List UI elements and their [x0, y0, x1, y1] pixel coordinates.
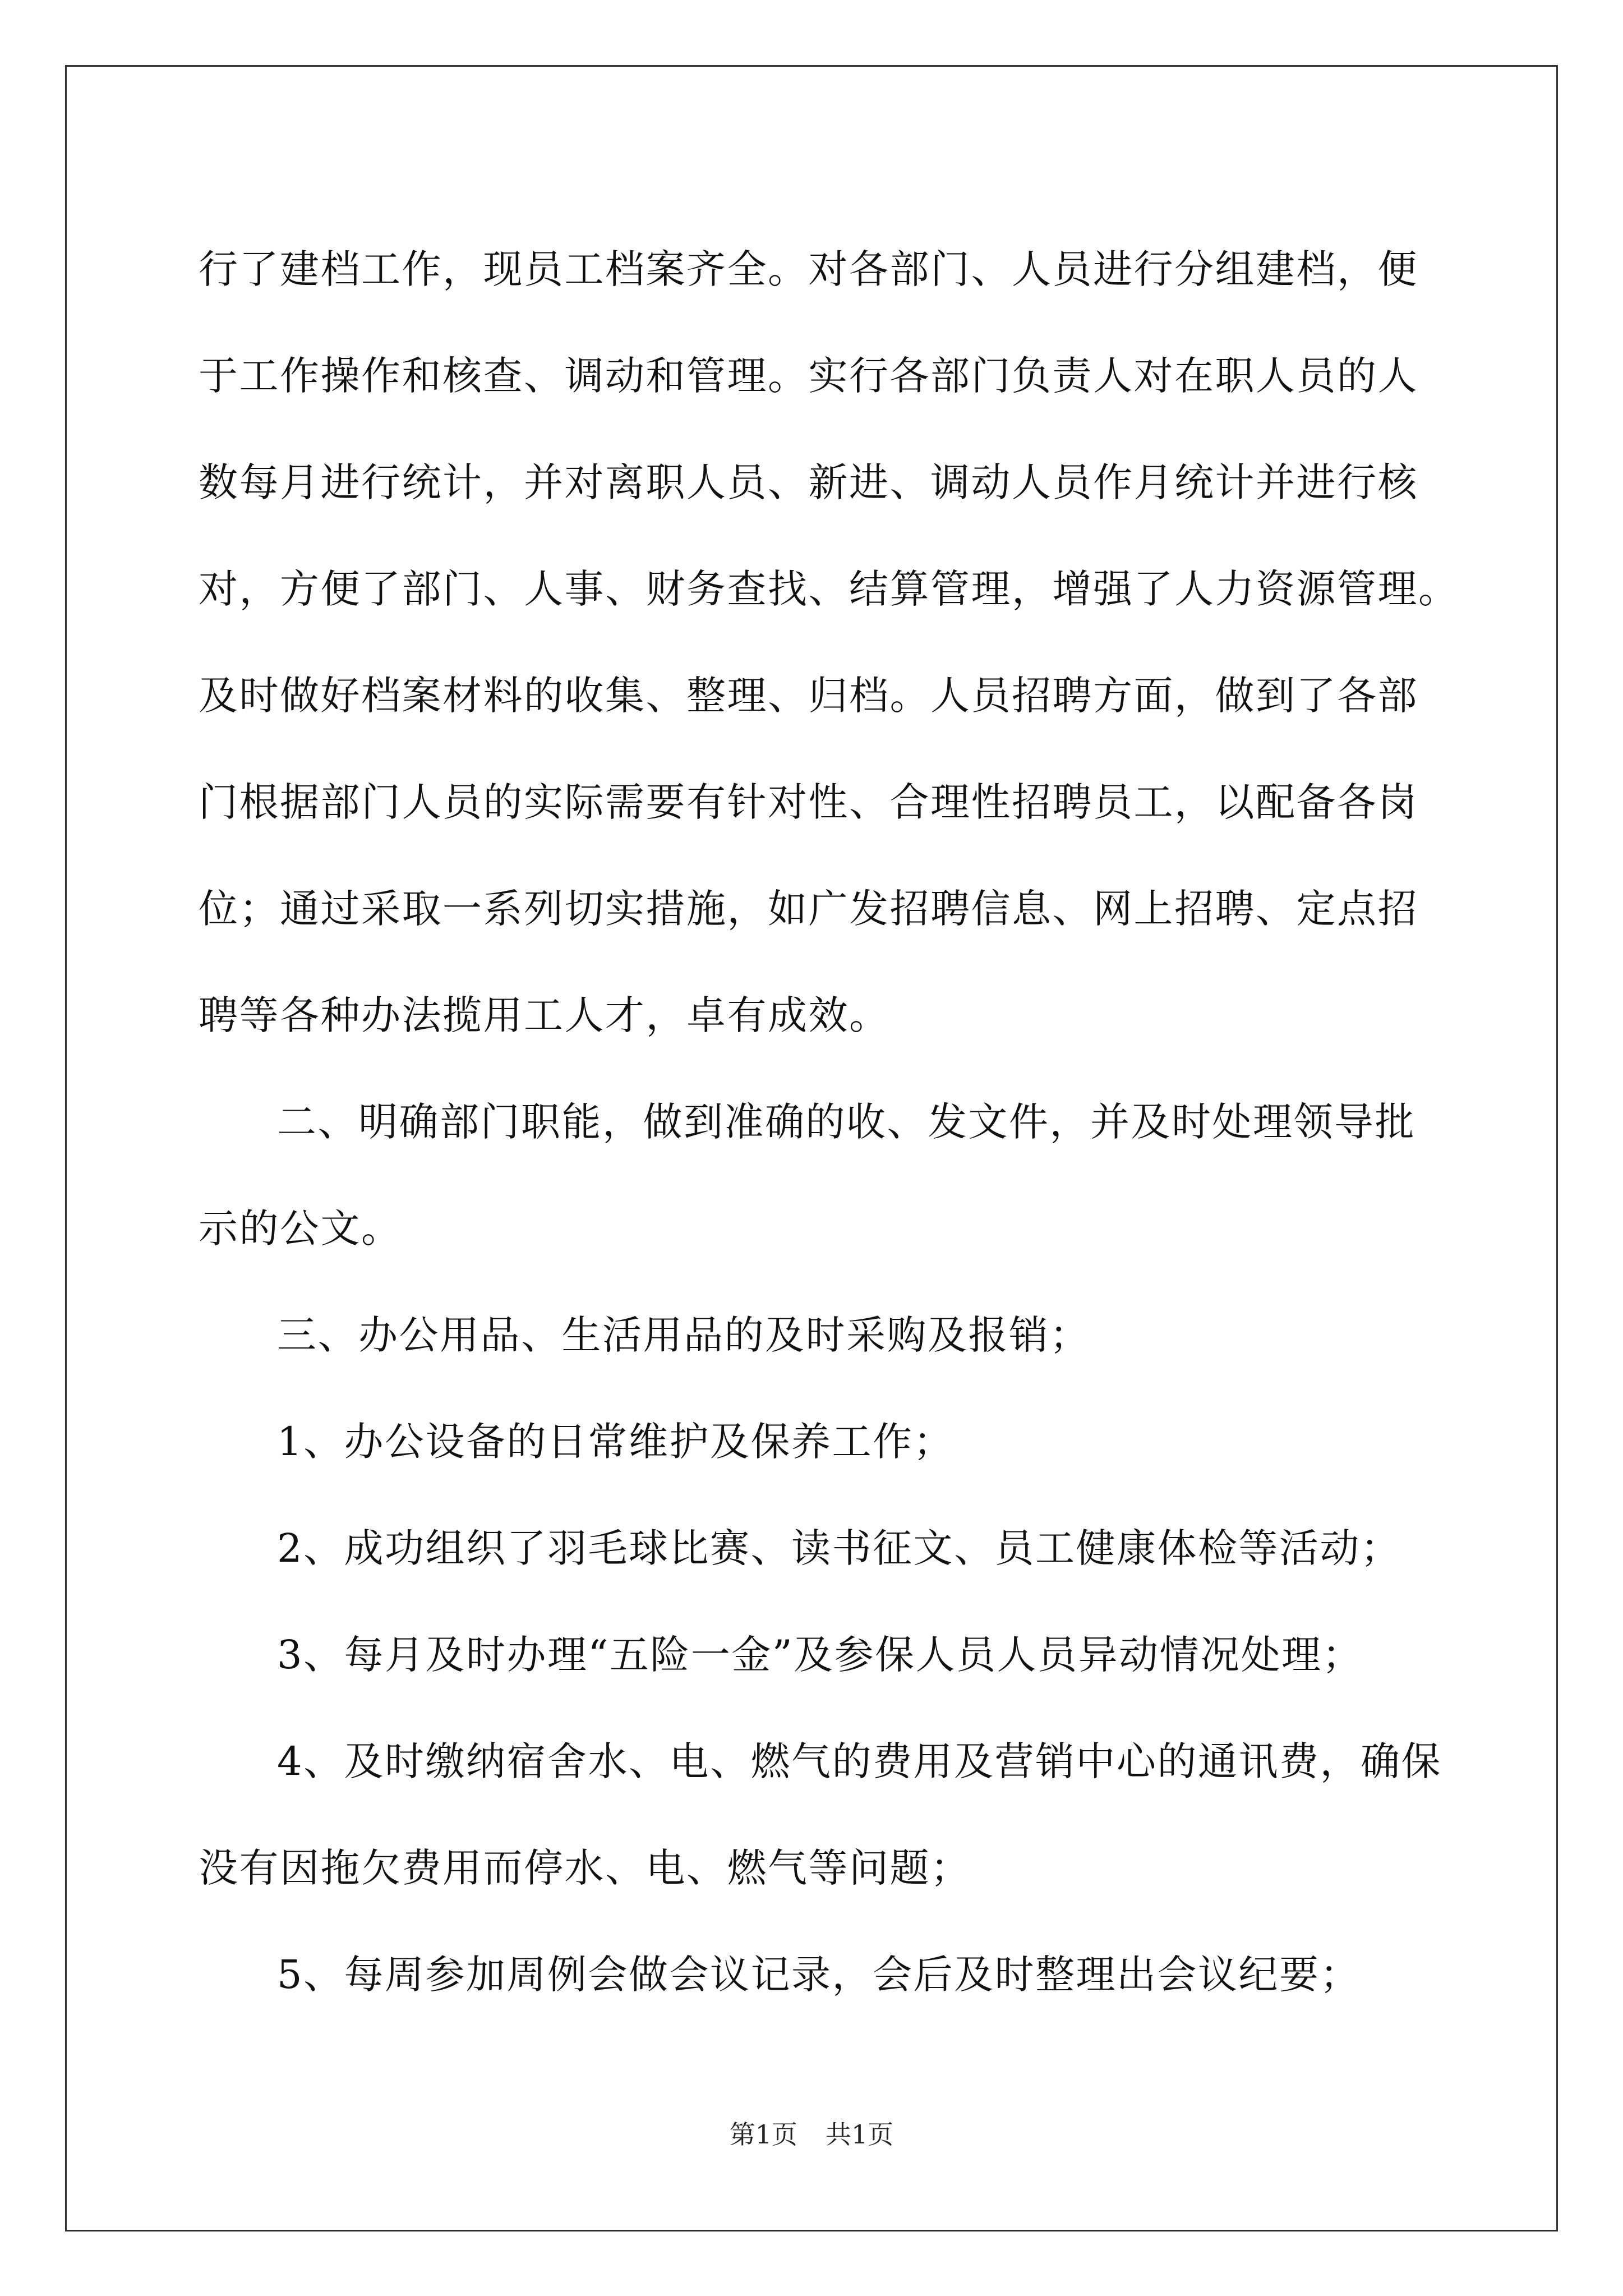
text-line: 没有因拖欠费用而停水、电、燃气等问题；	[199, 1845, 971, 1891]
page-footer	[0, 2118, 1623, 2151]
page-number: 第1页	[729, 2119, 797, 2150]
text-line: 2、成功组织了羽毛球比赛、读书征文、员工健康体检等活动；	[277, 1525, 1401, 1571]
text-line: 3、每月及时办理“五险一金”及参保人员人员异动情况处理；	[277, 1632, 1363, 1678]
text-line: 二、明确部门职能，做到准确的收、发文件，并及时处理领导批	[277, 1099, 1415, 1145]
text-line: 5、每周参加周例会做会议记录，会后及时整理出会议纪要；	[277, 1952, 1361, 1998]
text-line: 于工作操作和核查、调动和管理。实行各部门负责人对在职人员的人	[199, 353, 1418, 399]
text-line: 聘等各种办法揽用工人才，卓有成效。	[199, 992, 890, 1038]
page-total: 共1页	[826, 2119, 894, 2150]
text-line: 行了建档工作，现员工档案齐全。对各部门、人员进行分组建档，便	[199, 246, 1418, 292]
text-line: 门根据部门人员的实际需要有针对性、合理性招聘员工，以配备各岗	[199, 779, 1418, 825]
text-line: 三、办公用品、生活用品的及时采购及报销；	[277, 1312, 1090, 1358]
text-line: 数每月进行统计，并对离职人员、新进、调动人员作月统计并进行核	[199, 459, 1418, 505]
text-line: 及时做好档案材料的收集、整理、归档。人员招聘方面，做到了各部	[199, 673, 1418, 719]
text-line: 位；通过采取一系列切实措施，如广发招聘信息、网上招聘、定点招	[199, 886, 1418, 932]
text-line: 示的公文。	[199, 1205, 402, 1251]
text-line: 4、及时缴纳宿舍水、电、燃气的费用及营销中心的通讯费，确保	[277, 1738, 1442, 1784]
document-body	[199, 216, 1459, 2028]
text-line: 1、办公设备的日常维护及保养工作；	[277, 1419, 955, 1465]
text-line: 对，方便了部门、人事、财务查找、结算管理，增强了人力资源管理。	[199, 566, 1459, 612]
